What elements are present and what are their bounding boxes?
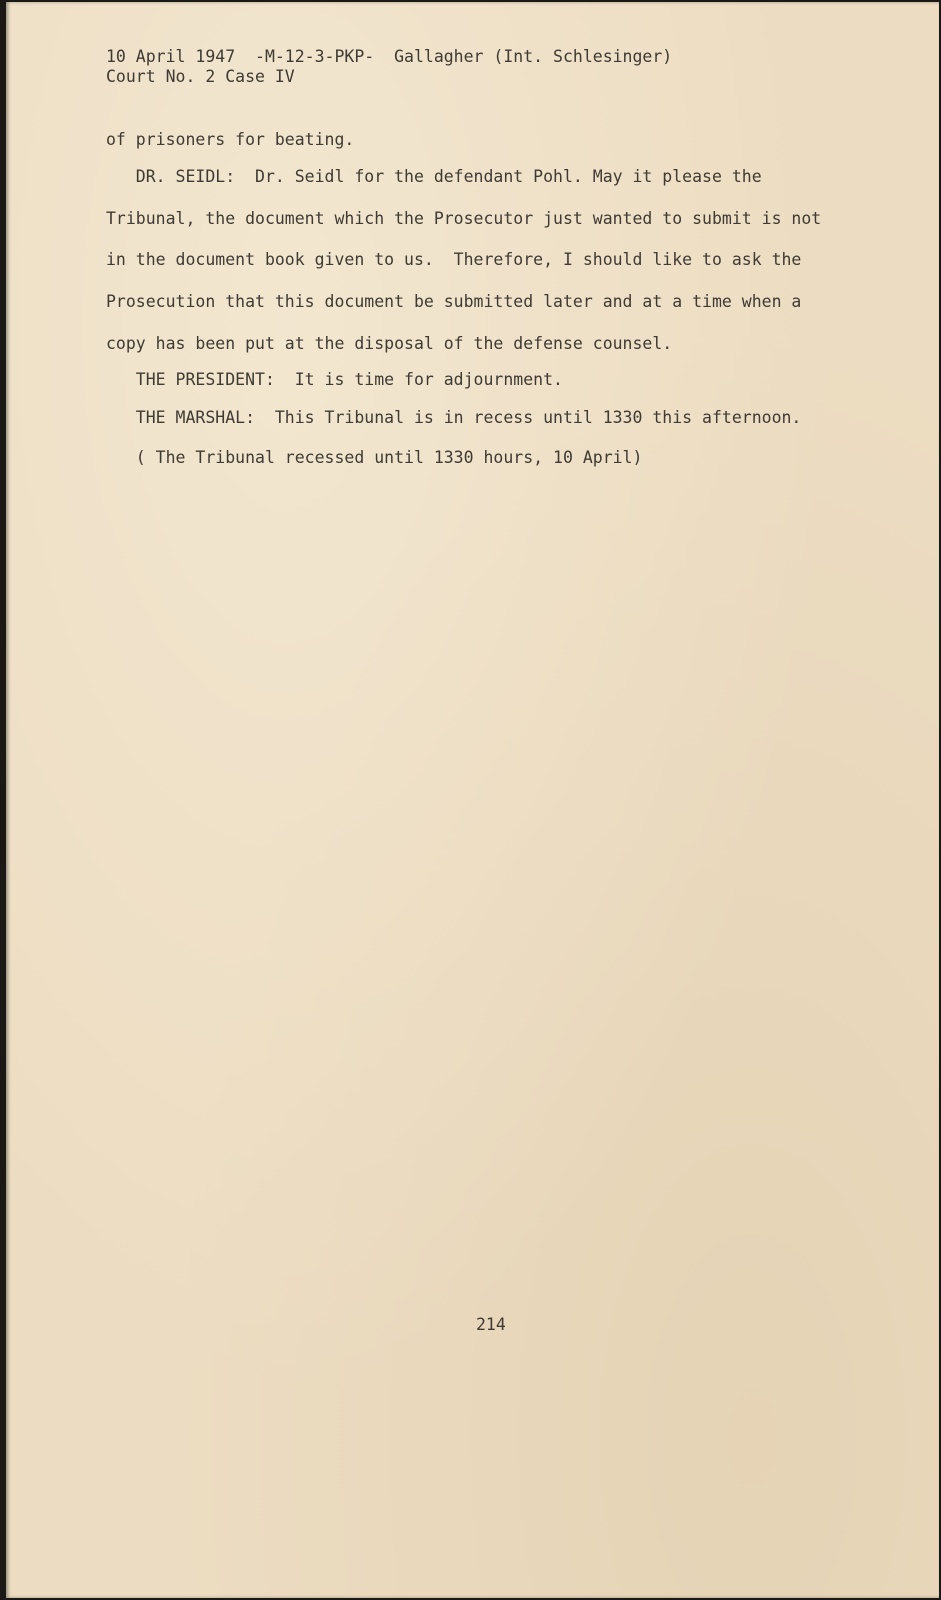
body-line: THE PRESIDENT: It is time for adjournment. [106,370,563,389]
body-line: ( The Tribunal recessed until 1330 hours, 10 April) [106,448,643,467]
body-line: of prisoners for beating. [106,130,355,149]
body-line: Prosecution that this document be submitted later and at a time when a [106,292,802,311]
body-line: Tribunal, the document which the Prosecutor just wanted to submit is not [106,209,822,228]
page-number: 214 [476,1315,506,1334]
header-court-case: Court No. 2 Case IV [106,67,295,86]
body-line: in the document book given to us. Therefore, I should like to ask the [106,250,802,269]
header-date-reference: 10 April 1947 -M-12-3-PKP- Gallagher (Int. Schlesinger) [106,47,673,66]
body-line: THE MARSHAL: This Tribunal is in recess until 1330 this afternoon. [106,408,802,427]
document-page [6,2,939,1598]
body-line: DR. SEIDL: Dr. Seidl for the defendant Pohl. May it please the [106,167,762,186]
body-line: copy has been put at the disposal of the defense counsel. [106,334,673,353]
